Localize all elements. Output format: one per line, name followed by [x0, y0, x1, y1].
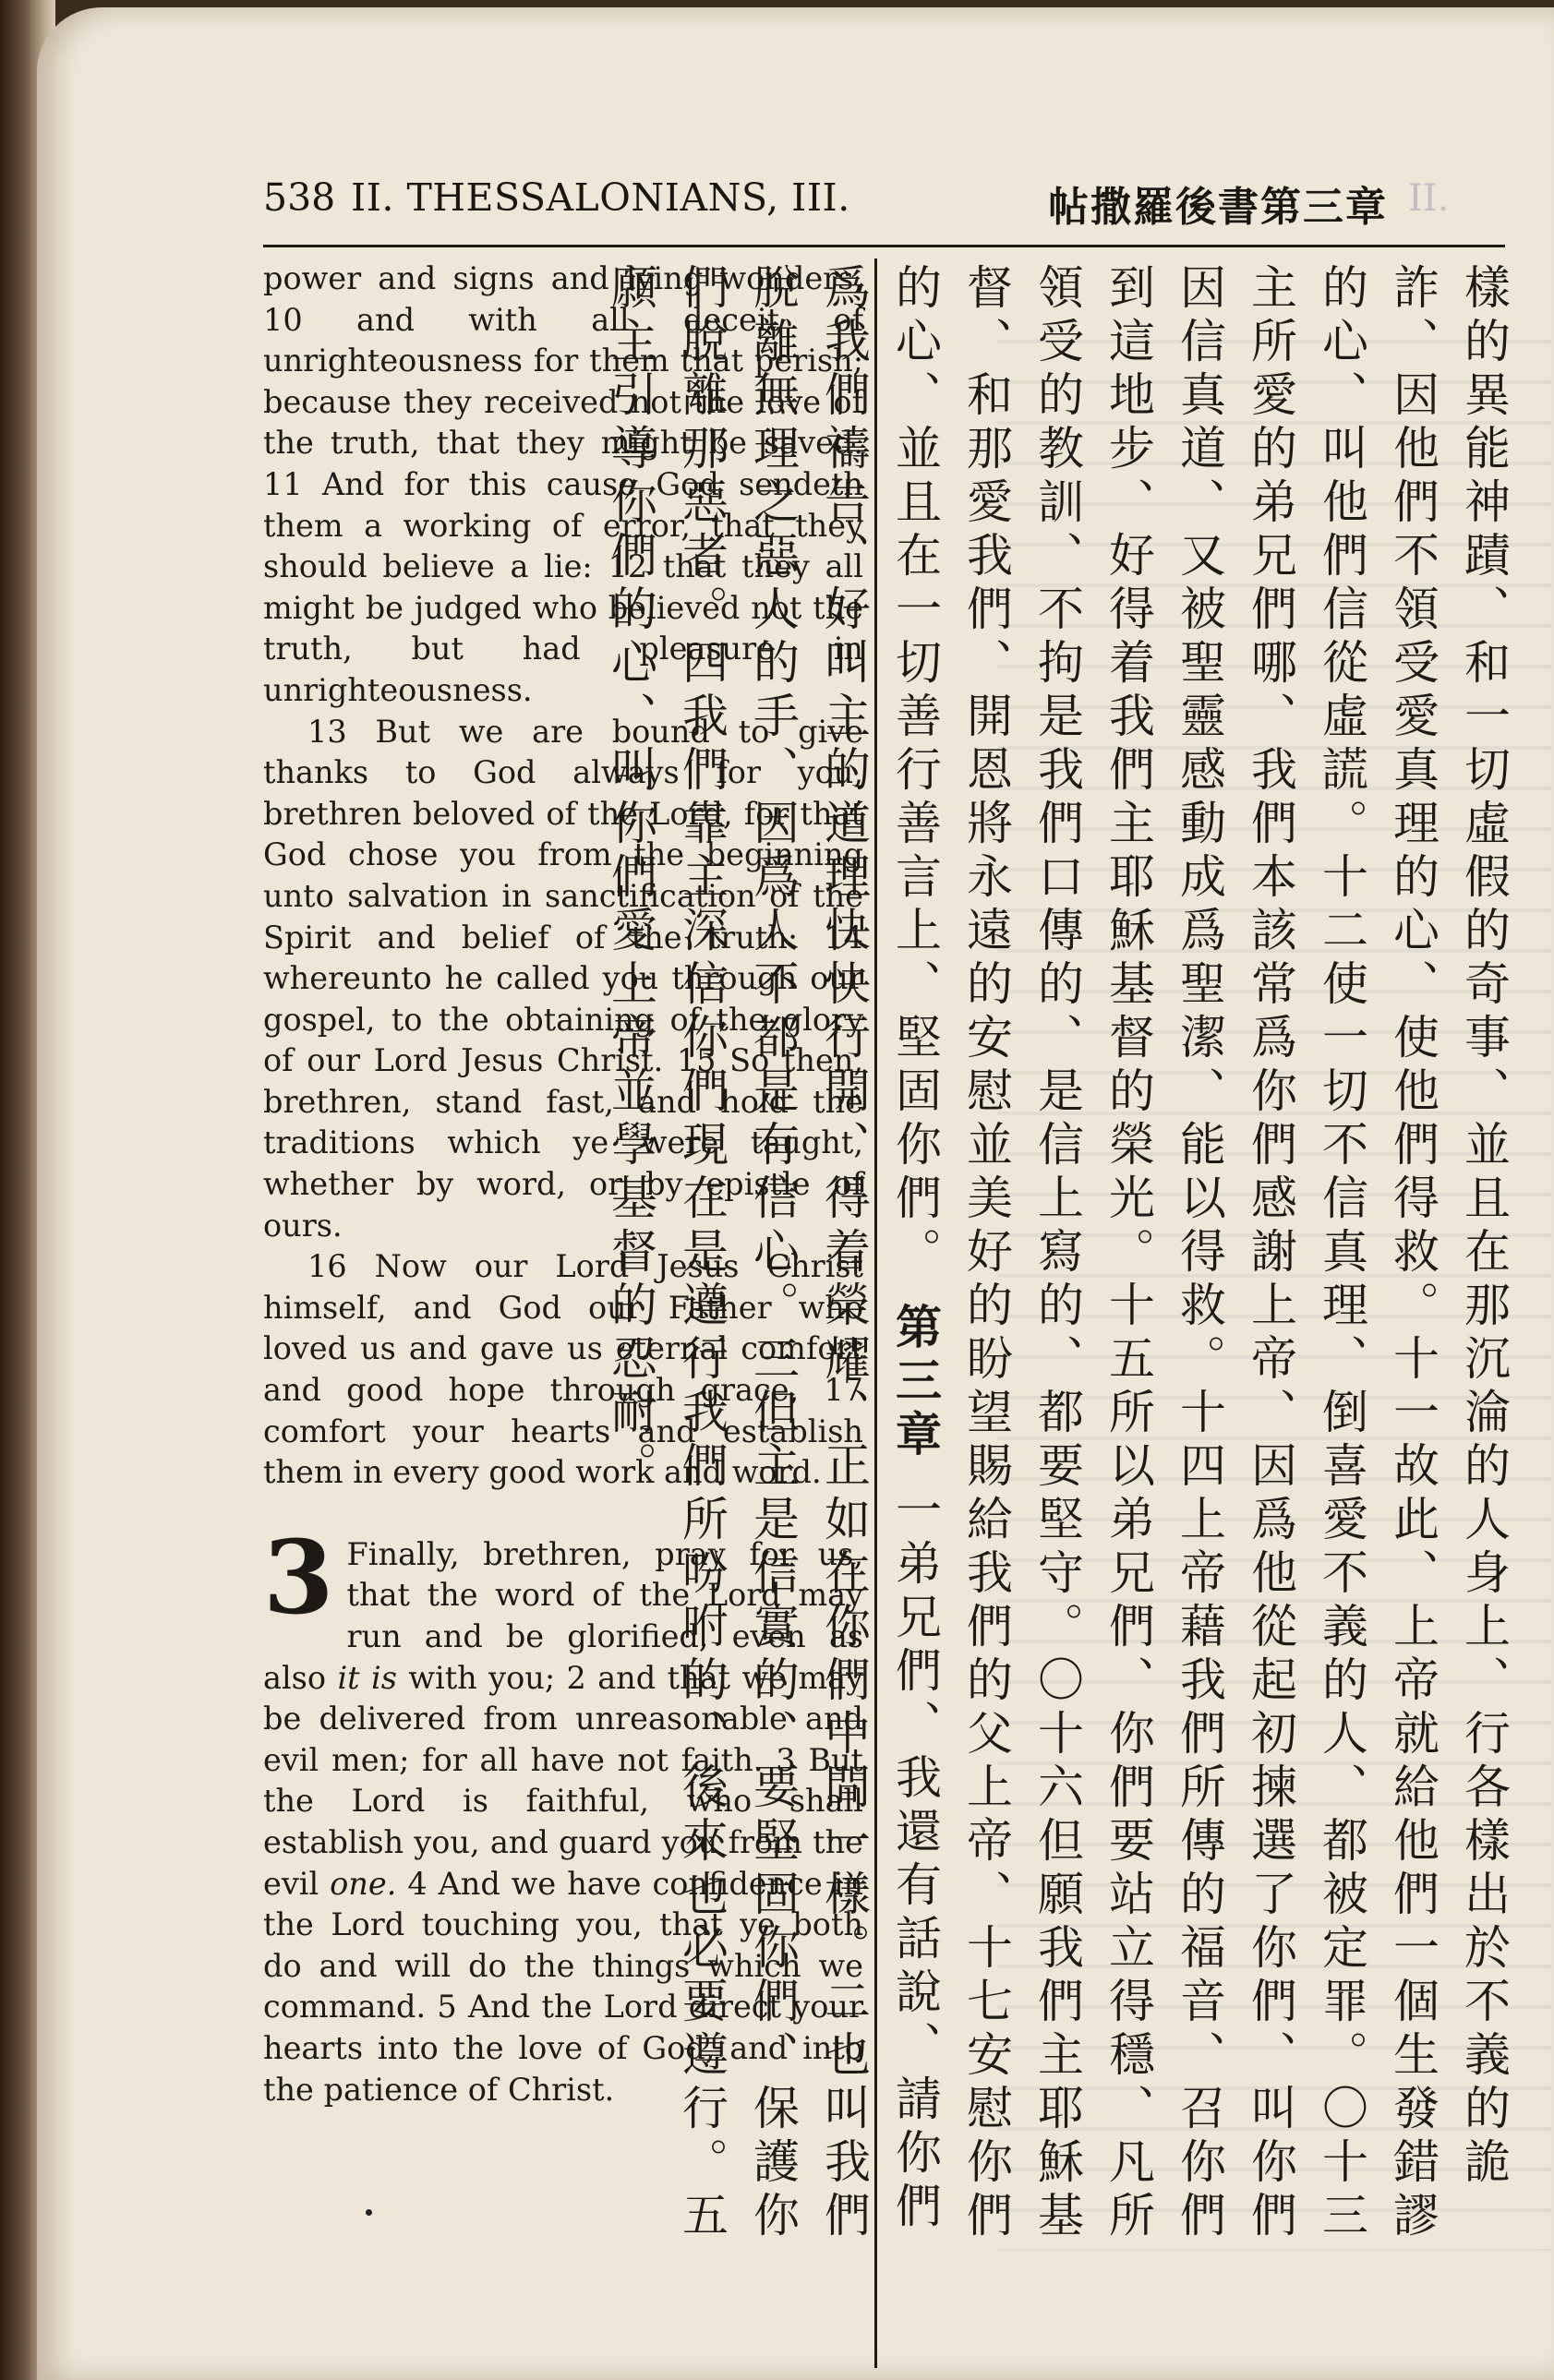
bleed-through-title: II. [1408, 177, 1450, 220]
verse-text: Finally, brethren, pray for us, that the word of the Lord may run and be glorified, even as also [263, 1535, 863, 1696]
ink-dot [366, 2209, 372, 2216]
header-rule [263, 245, 1505, 247]
running-title: II. THESSALONIANS, III. [351, 175, 850, 220]
english-paragraph: 13 But we are bound to give thanks to God always for you, brethren beloved of the Lord, for that God chose you from the beginning unto salvation in sanctification of the Spirit and belief of the truth: 14 whereunto he called you through our gospel, to the obtaining of the glory of our Lord Jesus Christ. 15 So then, brethren, stand fast, and hold the traditions which ye were taught, whether by word, or by epistle of ours. [263, 713, 863, 1244]
page-number: 538 [263, 175, 336, 220]
verse-text: 4 And we have confidence in the Lord touching you, that ye both do and will do the things which we command. 5 And the Lord direct your hearts into the love of God, and into the patience of Christ. [263, 1865, 863, 2108]
chinese-running-title: 帖撒羅後書第三章 [1048, 184, 1388, 231]
page-header [263, 175, 1505, 240]
italic-word: one. [330, 1865, 397, 1902]
chinese-text: 樣的異能神蹟、和一切虛假的奇事、並且在那沉淪的人身上、行各樣出於不義的詭詐、因他們不領受愛真理的心、使他們得救。十一故此、上帝就給他們一個生發錯謬的心、叫他們信從虛謊。十二使一切不信真理、倒喜愛不義的人、都被定罪。〇十三主所愛的弟兄們哪、我們本該常爲你們感謝上帝、因爲他從起初揀選了你們、叫你們因信真道、又被聖靈感動成爲聖潔、能以得救。十四上帝藉我們所傳的福音、召你們到這地步、好得着我們主耶穌基督的榮光。十五所以弟兄們、你們要站立得穩、凡所領受的教訓、不拘是我們口傳的、是信上寫的、都要堅守。〇十六但願我們主耶穌基督、和那愛我們、開恩將永遠的安慰並美好的盼望賜給我們的父上帝、十七安慰你們的心、並且在一切善行善言上、堅固你們。 [888, 263, 1511, 2244]
chinese-chapter-heading: 第三章 [888, 1302, 942, 1463]
chinese-column [604, 263, 1519, 2276]
chinese-text: 一弟兄們、我還有話說、請你們爲我們禱告、好叫主的道理快快行開、得着榮耀、正如在你們中間一樣。二也叫我們脫離無理之惡人的手、因爲人不都是有信心。三但主是信實的、要堅固你們、保護你們脫離那惡者。四我們靠主深信你們現在是遵行我們所吩咐的、後來也必要遵行。五願主引導你們的心、叫你們愛上帝並學基督的忍耐。 [604, 263, 942, 2244]
english-paragraph: 16 Now our Lord Jesus Christ himself, and God our Father who loved us and gave us eternal comfort and good hope through grace, 17 comfort your hearts and establish them in every good work and word. [263, 1248, 863, 1491]
chapter-drop-numeral: 3 [263, 1517, 334, 1637]
italic-word: it is [337, 1659, 397, 1696]
verse-text: with you; 2 and that we may be delivered from unreasonable and evil men; for all have not faith. 3 But the Lord is faithful, who shall establish you, and guard you from the evil [263, 1659, 864, 1902]
english-paragraph: power and signs and lying wonders, 10 and with all deceit of unrighteousness for them that perish; because they received not the love of the truth, that they might be saved. 11 And for this cause God sendeth them a working of error, that they should believe a lie: 12 that they all might be judged who believed not the truth, but had pleasure in unrighteousness. [263, 260, 863, 708]
